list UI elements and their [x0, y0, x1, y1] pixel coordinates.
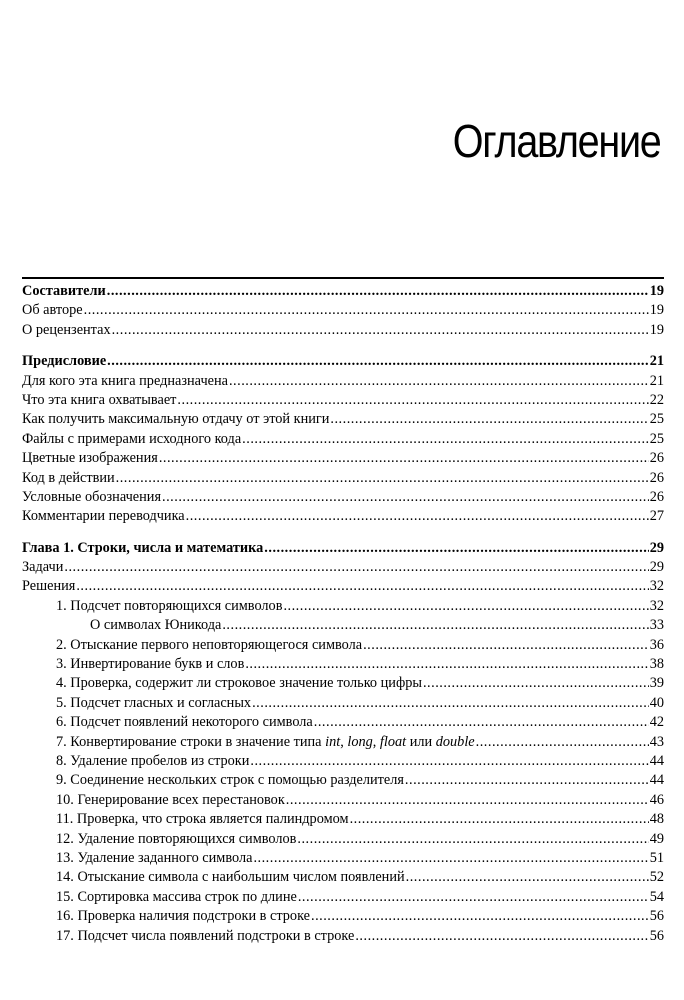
dot-leader	[112, 321, 649, 340]
dot-leader	[283, 597, 648, 616]
dot-leader	[311, 907, 649, 926]
dot-leader	[314, 713, 649, 732]
toc-entry-label: 16. Проверка наличия подстроки в строке	[56, 908, 310, 925]
toc-page-number: 39	[649, 675, 664, 692]
toc-entry[interactable]	[22, 301, 664, 320]
dot-leader	[177, 391, 648, 410]
toc-entry[interactable]	[22, 488, 664, 507]
toc-page-number: 19	[649, 302, 664, 319]
toc-entry[interactable]	[22, 410, 664, 429]
toc-entry[interactable]	[22, 849, 664, 868]
section-gap	[22, 340, 664, 352]
toc-page-number: 25	[649, 430, 664, 447]
toc-entry-label: Условные обозначения	[22, 488, 162, 505]
toc-page-number: 22	[649, 391, 664, 408]
toc-page-number: 21	[649, 372, 664, 389]
toc-page-number: 21	[649, 353, 664, 370]
toc-page-number: 25	[649, 411, 664, 428]
toc-entry-label: Файлы с примерами исходного кода	[22, 430, 242, 447]
toc-entry-label: 17. Подсчет числа появлений подстроки в строке	[56, 927, 355, 944]
dot-leader	[76, 577, 648, 596]
toc-page-number: 19	[649, 283, 664, 299]
dot-leader	[405, 771, 649, 790]
dot-leader	[245, 655, 648, 674]
toc-entry-label: 6. Подсчет появлений некоторого символа	[56, 714, 313, 731]
dot-leader	[186, 507, 649, 526]
toc-entry-label: О рецензентах	[22, 321, 111, 338]
toc-entry[interactable]	[22, 577, 664, 596]
toc-entry[interactable]	[22, 791, 664, 810]
toc-entry-label: 12. Удаление повторяющихся символов	[56, 830, 297, 847]
toc-page-number: 52	[649, 869, 664, 886]
toc-entry[interactable]	[22, 558, 664, 577]
toc-page-number: 32	[649, 597, 664, 614]
toc-entry-label: 8. Удаление пробелов из строки	[56, 752, 250, 769]
toc-entry-label: Код в действии	[22, 469, 115, 486]
dot-leader	[229, 372, 649, 391]
toc-entry[interactable]	[22, 539, 664, 558]
toc-entry[interactable]	[22, 713, 664, 732]
toc-entry-label: 15. Сортировка массива строк по длине	[56, 888, 297, 905]
toc-entry-label: Глава 1. Строки, числа и математика	[22, 539, 264, 556]
toc-entry-label: Что эта книга охватывает	[22, 391, 177, 408]
toc-entry[interactable]	[22, 752, 664, 771]
dot-leader	[406, 868, 649, 887]
toc-entry-label: Предисловие	[22, 353, 107, 370]
toc-page-number: 26	[649, 469, 664, 486]
toc-entry[interactable]	[22, 391, 664, 410]
toc-entry-label: 9. Соединение нескольких строк с помощью разделителя	[56, 772, 404, 789]
toc-page-number: 29	[649, 539, 664, 556]
toc-entry-label: 10. Генерирование всех перестановок	[56, 791, 285, 808]
dot-leader	[298, 888, 649, 907]
toc-entry[interactable]	[22, 733, 664, 752]
dot-leader	[253, 849, 648, 868]
toc-page-number: 38	[649, 656, 664, 673]
dot-leader	[107, 282, 649, 301]
dot-leader	[116, 469, 649, 488]
toc-page-number: 44	[649, 752, 664, 769]
dot-leader	[64, 558, 648, 577]
toc-entry-label: О символах Юникода	[90, 617, 222, 634]
toc-entry-label: Об авторе	[22, 302, 83, 319]
dot-leader	[355, 927, 648, 946]
dot-leader	[159, 449, 649, 468]
toc-entry[interactable]	[22, 927, 664, 946]
toc-page-number: 43	[649, 733, 664, 750]
dot-leader	[162, 488, 649, 507]
toc-entry-label: Как получить максимальную отдачу от этой книги	[22, 411, 330, 428]
toc-page-number: 36	[649, 636, 664, 653]
toc-entry[interactable]	[22, 282, 664, 301]
dot-leader	[476, 733, 649, 752]
toc-page-number: 19	[649, 321, 664, 338]
dot-leader	[350, 810, 649, 829]
toc-entry-label: 2. Отыскание первого неповторяющегося символа	[56, 636, 363, 653]
toc-page-number: 49	[649, 830, 664, 847]
toc-entry[interactable]	[22, 636, 664, 655]
toc-entry[interactable]	[22, 694, 664, 713]
dot-leader	[252, 694, 649, 713]
toc-entry-label: Решения	[22, 578, 76, 595]
toc-entry-label: 7. Конвертирование строки в значение типа int, long, float или double	[56, 733, 475, 750]
toc-page-number: 56	[649, 908, 664, 925]
toc-page-number: 56	[649, 927, 664, 944]
toc-entry[interactable]	[22, 655, 664, 674]
dot-leader	[423, 674, 649, 693]
toc-entry-label: 3. Инвертирование букв и слов	[56, 656, 245, 673]
dot-leader	[222, 616, 648, 635]
title-rule	[22, 277, 664, 279]
toc-entry[interactable]	[22, 469, 664, 488]
toc-page-number: 42	[649, 714, 664, 731]
toc-entry-label: 5. Подсчет гласных и согласных	[56, 694, 252, 711]
toc-page-number: 40	[649, 694, 664, 711]
dot-leader	[250, 752, 648, 771]
toc-entry[interactable]	[22, 507, 664, 526]
toc-page-number: 27	[649, 508, 664, 525]
toc-entry[interactable]	[22, 830, 664, 849]
toc-entry-label: 4. Проверка, содержит ли строковое значение только цифры	[56, 675, 422, 692]
table-of-contents	[22, 282, 664, 946]
toc-entry-label: Цветные изображения	[22, 450, 158, 467]
toc-entry[interactable]	[22, 321, 664, 340]
dot-leader	[363, 636, 649, 655]
toc-entry[interactable]	[22, 616, 664, 635]
toc-entry-label: Составители	[22, 283, 106, 299]
toc-entry-label: Для кого эта книга предназначена	[22, 372, 228, 389]
dot-leader	[264, 539, 648, 558]
toc-entry-label: 14. Отыскание символа с наибольшим числом появлений	[56, 869, 405, 886]
toc-page-number: 26	[649, 450, 664, 467]
toc-page-number: 51	[649, 849, 664, 866]
dot-leader	[297, 830, 648, 849]
toc-entry[interactable]	[22, 674, 664, 693]
toc-page-number: 54	[649, 888, 664, 905]
toc-entry[interactable]	[22, 771, 664, 790]
toc-page-number: 29	[649, 559, 664, 576]
toc-entry[interactable]	[22, 449, 664, 468]
toc-entry[interactable]	[22, 810, 664, 829]
toc-entry-label: 13. Удаление заданного символа	[56, 849, 253, 866]
toc-entry-label: 11. Проверка, что строка является палиндромом	[56, 811, 349, 828]
dot-leader	[84, 301, 649, 320]
toc-entry[interactable]	[22, 430, 664, 449]
section-gap	[22, 527, 664, 539]
page-title: Оглавление	[452, 115, 660, 167]
toc-page-number: 46	[649, 791, 664, 808]
toc-entry[interactable]	[22, 352, 664, 371]
toc-entry-label: Задачи	[22, 559, 64, 576]
toc-page-number: 44	[649, 772, 664, 789]
toc-page-number: 48	[649, 811, 664, 828]
toc-entry[interactable]	[22, 597, 664, 616]
dot-leader	[330, 410, 648, 429]
dot-leader	[107, 352, 649, 371]
toc-entry[interactable]	[22, 888, 664, 907]
dot-leader	[286, 791, 649, 810]
toc-entry-label: Комментарии переводчика	[22, 508, 185, 525]
toc-entry[interactable]	[22, 372, 664, 391]
toc-page-number: 26	[649, 488, 664, 505]
toc-entry[interactable]	[22, 907, 664, 926]
dot-leader	[242, 430, 649, 449]
toc-entry-label: 1. Подсчет повторяющихся символов	[56, 597, 283, 614]
toc-page-number: 33	[649, 617, 664, 634]
toc-page-number: 32	[649, 578, 664, 595]
toc-entry[interactable]	[22, 868, 664, 887]
